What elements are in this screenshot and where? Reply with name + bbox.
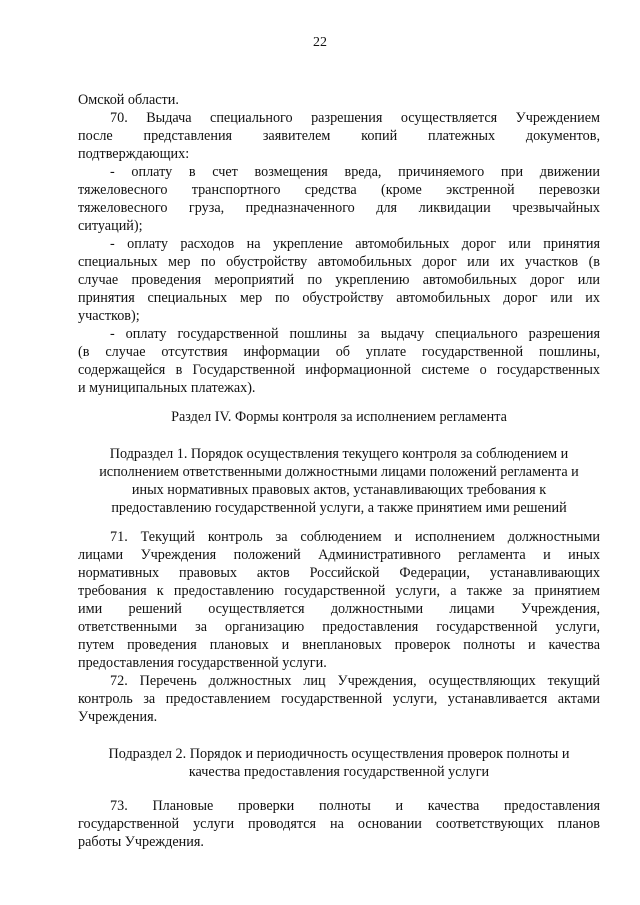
text-line: лицами Учреждения положений Административного регламента и иных xyxy=(78,547,600,563)
subsection-heading: иных нормативных правовых актов, устанавливающих требования к xyxy=(131,482,547,498)
text-line: - оплату расходов на укрепление автомобильных дорог или принятия xyxy=(110,236,600,252)
section-heading: Раздел IV. Формы контроля за исполнением регламента xyxy=(171,409,507,425)
text-line: 72. Перечень должностных лиц Учреждения, осуществляющих текущий xyxy=(110,673,600,689)
text-line: ответственными за организацию предоставления государственной услуги, xyxy=(78,619,600,635)
text-line: после представления заявителем копий платежных документов, xyxy=(78,128,600,144)
text-line: нормативных правовых актов Российской Федерации, устанавливающих xyxy=(78,565,600,581)
text-line: принятия специальных мер по обустройству автомобильных дорог или их xyxy=(78,290,600,306)
text-line: - оплату государственной пошлины за выдачу специального разрешения xyxy=(110,326,600,342)
text-line: 71. Текущий контроль за соблюдением и исполнением должностными xyxy=(110,529,600,545)
page-number: 22 xyxy=(313,35,327,50)
subsection-heading: качества предоставления государственной услуги xyxy=(188,764,490,780)
text-line: 73. Плановые проверки полноты и качества предоставления xyxy=(110,798,600,814)
text-line: и муниципальных платежах). xyxy=(78,380,256,396)
text-line: специальных мер по обустройству автомобильных дорог или их участков (в xyxy=(78,254,600,270)
text-line: тяжеловесного транспортного средства (кроме экстренной перевозки xyxy=(78,182,600,198)
text-line: ситуаций); xyxy=(78,218,143,234)
text-line: подтверждающих: xyxy=(78,146,190,162)
subsection-heading: исполнением ответственными должностными лицами положений регламента и xyxy=(99,464,579,480)
text-line: - оплату в счет возмещения вреда, причиняемого при движении xyxy=(110,164,600,180)
text-line: Омской области. xyxy=(78,92,179,108)
text-line: требования к предоставлению государственной услуги, а также за принятием xyxy=(78,583,600,599)
text-line: участков); xyxy=(78,308,140,324)
text-line: контроль за предоставлением государственной услуги, устанавливается актами xyxy=(78,691,600,707)
text-line: ими решений осуществляется должностными лицами Учреждения, xyxy=(78,601,600,617)
text-line: содержащейся в Государственной информационной системе о государственных xyxy=(78,362,600,378)
text-line: государственной услуги проводятся на основании соответствующих планов xyxy=(78,816,600,832)
subsection-heading: предоставлению государственной услуги, а также принятием ими решений xyxy=(111,500,567,516)
text-line: случае проведения мероприятий по укреплению автомобильных дорог или xyxy=(78,272,600,288)
text-line: Учреждения. xyxy=(78,709,158,725)
text-line: тяжеловесного груза, предназначенного для ликвидации чрезвычайных xyxy=(78,200,600,216)
text-line: (в случае отсутствия информации об уплате государственной пошлины, xyxy=(78,344,600,360)
text-line: работы Учреждения. xyxy=(78,834,204,850)
text-line: 70. Выдача специального разрешения осуществляется Учреждением xyxy=(110,110,600,126)
text-line: предоставления государственной услуги. xyxy=(78,655,327,671)
subsection-heading: Подраздел 1. Порядок осуществления текущего контроля за соблюдением и xyxy=(109,446,569,462)
subsection-heading: Подраздел 2. Порядок и периодичность осуществления проверок полноты и xyxy=(108,746,570,762)
text-line: путем проведения плановых и внеплановых проверок полноты и качества xyxy=(78,637,600,653)
